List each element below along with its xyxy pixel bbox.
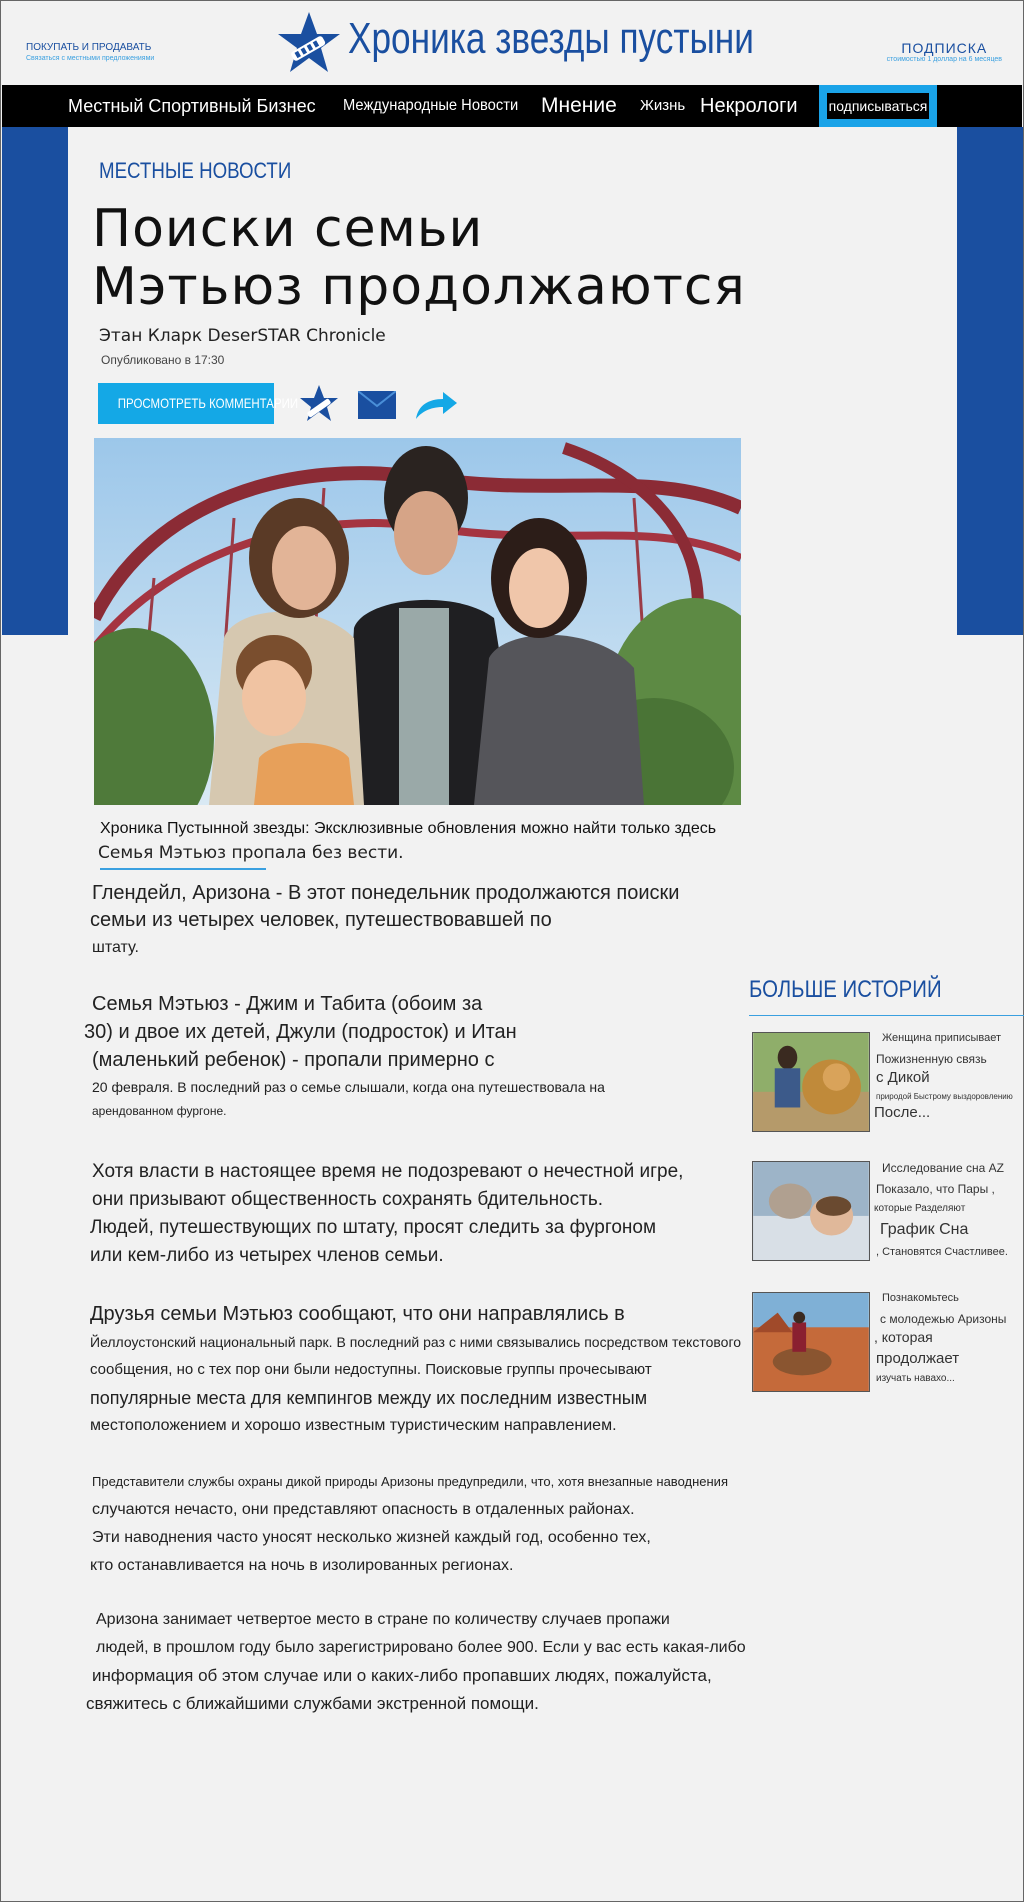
- story-card-sleep-study[interactable]: [752, 1161, 1024, 1263]
- family-photo: [94, 438, 741, 805]
- nav-item-obituaries[interactable]: Некрологи: [700, 95, 798, 117]
- headline-line-2: Мэтьюз продолжаются: [92, 257, 746, 317]
- nav-item-international-news[interactable]: Международные Новости: [343, 97, 519, 114]
- story-line: График Сна: [880, 1220, 969, 1238]
- nav-item-life[interactable]: Жизнь: [640, 97, 686, 114]
- body-line: Аризона занимает четвертое место в стране по количеству случаев пропажи: [96, 1611, 670, 1628]
- story-line: которые Разделяют: [874, 1203, 966, 1214]
- headline-line-1: Поиски семьи: [92, 199, 484, 259]
- published-time: Опубликовано в 17:30: [101, 353, 225, 367]
- body-line: арендованном фургоне.: [92, 1104, 227, 1118]
- subscribe-button[interactable]: [819, 85, 937, 127]
- story-line: Познакомьтесь: [882, 1292, 959, 1304]
- photo-caption: Семья Мэтьюз пропала без вести.: [98, 843, 404, 863]
- body-line: информация об этом случае или о каких-либо пропавших людях, пожалуйста,: [92, 1666, 712, 1685]
- story-card-wildlife[interactable]: [752, 1032, 1024, 1134]
- star-wrench-icon[interactable]: [276, 10, 342, 76]
- section-label[interactable]: МЕСТНЫЕ НОВОСТИ: [99, 158, 292, 183]
- buy-sell-label: ПОКУПАТЬ И ПРОДАВАТЬ: [26, 42, 152, 53]
- share-arrow-icon[interactable]: [413, 389, 459, 421]
- more-stories-title[interactable]: БОЛЬШЕ ИСТОРИЙ: [749, 976, 942, 1003]
- story-thumbnail: [752, 1292, 870, 1392]
- story-line: изучать навахо...: [876, 1373, 955, 1384]
- body-line: (маленький ребенок) - пропали примерно с: [92, 1049, 495, 1071]
- right-brand-bar: [957, 127, 1023, 635]
- story-line: , Становятся Счастливее.: [876, 1245, 1008, 1258]
- body-line: Семья Мэтьюз - Джим и Табита (обоим за: [92, 993, 483, 1015]
- envelope-icon[interactable]: [358, 391, 396, 419]
- story-line: , которая: [874, 1328, 933, 1345]
- body-line: Хотя власти в настоящее время не подозревают о нечестной игре,: [92, 1161, 684, 1182]
- story-text: [876, 1032, 1024, 1122]
- star-bookmark-icon[interactable]: [298, 383, 340, 425]
- body-line: Друзья семьи Мэтьюз сообщают, что они направлялись в: [90, 1303, 625, 1325]
- subscription-label: ПОДПИСКА: [901, 40, 988, 56]
- story-line: с молодежью Аризоны: [880, 1311, 1007, 1326]
- body-line: штату.: [92, 939, 139, 956]
- body-line: кто останавливается на ночь в изолированных регионах.: [90, 1557, 514, 1574]
- body-line: местоположением и хорошо известным туристическим направлением.: [90, 1417, 617, 1434]
- subscription-link[interactable]: [887, 40, 1002, 63]
- more-stories-divider: [749, 1015, 1024, 1016]
- site-title[interactable]: Хроника звезды пустыни: [348, 14, 754, 63]
- subscription-sublabel: cтоимостью 1 доллар на 6 месяцев: [886, 56, 1002, 63]
- story-line: Показало, что Пары ,: [876, 1182, 995, 1196]
- story-thumbnail: [752, 1032, 870, 1132]
- main-nav: [2, 85, 1022, 127]
- story-line: продолжает: [876, 1350, 960, 1368]
- story-line: После...: [874, 1103, 931, 1121]
- story-text: [876, 1161, 1024, 1259]
- body-line: семьи из четырех человек, путешествовавшей по: [90, 909, 552, 931]
- body-line: людей, в прошлом году было зарегистрировано более 900. Если у вас есть какая-либо: [96, 1639, 746, 1656]
- story-line: Женщина приписывает: [882, 1032, 1002, 1044]
- story-line: Исследование сна AZ: [882, 1161, 1004, 1175]
- body-line: 20 февраля. В последний раз о семье слышали, когда она путешествовала на: [92, 1079, 605, 1095]
- body-line: Эти наводнения часто уносят несколько жизней каждый год, особенно тех,: [92, 1529, 651, 1546]
- body-line: Представители службы охраны дикой природы Аризоны предупредили, что, хотя внезапные наводнения: [92, 1474, 728, 1489]
- buy-sell-link[interactable]: [26, 42, 154, 62]
- body-line: 30) и двое их детей, Джули (подросток) и Итан: [84, 1021, 517, 1043]
- byline: Этан Кларк DeserSTAR Chronicle: [99, 326, 386, 346]
- body-line: свяжитесь с ближайшими службами экстренной помощи.: [86, 1694, 539, 1713]
- nav-item-local-sports-business[interactable]: Местный Спортивный Бизнес: [68, 96, 316, 116]
- body-line: популярные места для кемпингов между их последним известным: [90, 1388, 648, 1408]
- story-line: с Дикой: [876, 1068, 930, 1086]
- body-line: они призывают общественность сохранять бдительность.: [92, 1189, 604, 1210]
- story-line: Пожизненную связь: [876, 1051, 987, 1066]
- body-line: или кем-либо из четырех членов семьи.: [90, 1245, 444, 1266]
- view-comments-button[interactable]: [98, 383, 299, 424]
- headline: [92, 200, 746, 316]
- story-thumbnail: [752, 1161, 870, 1261]
- view-comments-label: ПРОСМОТРЕТЬ КОММЕНТАРИИ: [117, 395, 299, 411]
- photo-caption-source: Хроника Пустынной звезды: Эксклюзивные обновления можно найти только здесь: [100, 820, 717, 837]
- buy-sell-sublabel: Связаться с местными предложениями: [26, 55, 155, 62]
- body-line: случаются нечасто, они представляют опасность в отдаленных районах.: [92, 1501, 635, 1518]
- body-line: сообщения, но с тех пор они были недоступны. Поисковые группы прочесывают: [90, 1361, 652, 1378]
- body-line: Людей, путешествующих по штату, просят следить за фургоном: [90, 1217, 657, 1238]
- left-brand-bar: [2, 127, 68, 635]
- story-line: природой Быстрому выздоровлению: [876, 1091, 1013, 1101]
- story-card-navajo[interactable]: [752, 1292, 1024, 1394]
- caption-divider: [100, 868, 266, 870]
- subscribe-button-label: подписываться: [827, 93, 929, 119]
- story-text: [876, 1292, 1024, 1386]
- body-line: Глендейл, Аризона - В этот понедельник продолжаются поиски: [92, 882, 680, 904]
- body-line: Йеллоустонский национальный парк. В последний раз с ними связывались посредством текстового: [90, 1334, 742, 1350]
- nav-item-opinion[interactable]: Мнение: [541, 94, 617, 117]
